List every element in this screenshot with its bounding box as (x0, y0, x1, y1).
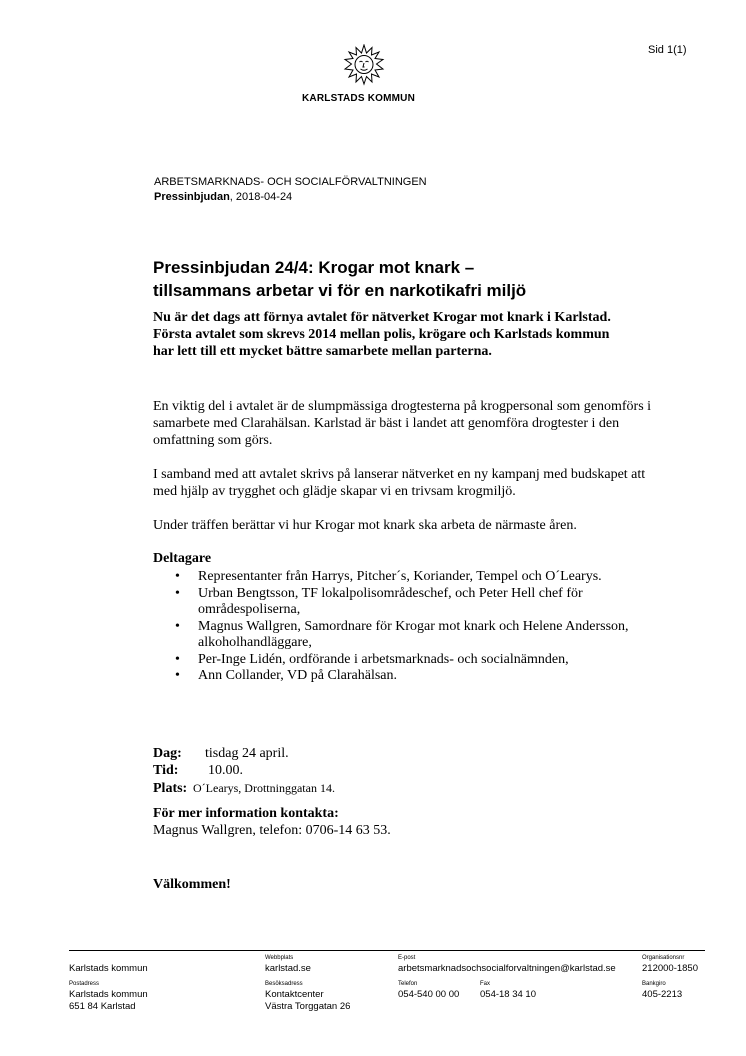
event-day (153, 746, 289, 762)
bullet-icon: • (175, 585, 180, 601)
event-place (153, 780, 335, 797)
document-date: , 2018-04-24 (229, 191, 293, 203)
footer-postal-line1: Karlstads kommun (69, 989, 148, 1000)
body-paragraph: En viktig del i avtalet är de slumpmässiga drogtesterna på krogpersonal som genomförs i samarbete med Clarahälsan. Karlstad är bäst i landet att genomföra drogtester i den omfattning som görs. (153, 399, 652, 448)
footer-web-link[interactable]: karlstad.se (265, 963, 311, 974)
participants-list (153, 569, 633, 685)
footer-email-link[interactable]: arbetsmarknadsochsocialforvaltningen@karlstad.se (398, 963, 616, 974)
footer-bankgiro-label: Bankgiro (642, 981, 666, 987)
bullet-icon: • (175, 651, 180, 667)
event-place-label: Plats: (153, 781, 188, 796)
body-paragraph: Under träffen berättar vi hur Krogar mot knark ska arbeta de närmaste åren. (153, 518, 577, 533)
sun-logo-icon (343, 44, 385, 86)
event-time-value: 10.00. (208, 763, 243, 778)
organization-name: KARLSTADS KOMMUN (302, 93, 416, 104)
footer-visit-line2: Västra Torggatan 26 (265, 1001, 351, 1012)
list-item: • Representanter från Harrys, Pitcher´s, Koriander, Tempel och O´Learys. (175, 569, 602, 584)
event-place-value: O´Learys, Drottninggatan 14. (193, 781, 335, 795)
participants-heading: Deltagare (153, 551, 212, 566)
lead-paragraph: Nu är det dags att förnya avtalet för nätverket Krogar mot knark i Karlstad. Första avtalet som skrevs 2014 mellan polis, krögare och Karlstads kommun har lett till ett mycket bättre samarbete mellan parterna. (153, 310, 611, 359)
footer-postal-label: Postadress (69, 981, 100, 987)
footer-visit-label: Besöksadress (265, 981, 303, 987)
event-time-label: Tid: (153, 763, 179, 778)
contact-heading: För mer information kontakta: (153, 806, 339, 821)
page-title-line-2: tillsammans arbetar vi för en narkotikafri miljö (153, 281, 527, 300)
footer-email-label: E-post (398, 955, 416, 961)
department-name: ARBETSMARKNADS- OCH SOCIALFÖRVALTNINGEN (154, 176, 427, 188)
footer-visit-line1: Kontaktcenter (265, 989, 324, 1000)
bullet-icon: • (175, 618, 180, 634)
footer-fax-label: Fax (480, 981, 491, 987)
document-type: Pressinbjudan (154, 191, 230, 203)
footer-postal-line2: 651 84 Karlstad (69, 1001, 136, 1012)
list-item: • Ann Collander, VD på Clarahälsan. (175, 668, 398, 683)
footer-phone-value: 054-540 00 00 (398, 989, 460, 1000)
footer-phone-label: Telefon (398, 981, 418, 987)
closing-text: Välkommen! (153, 877, 231, 892)
contact-details: Magnus Wallgren, telefon: 0706-14 63 53. (153, 823, 391, 838)
list-item: • Magnus Wallgren, Samordnare för Krogar mot knark och Helene Andersson, alkoholhandläggare, (175, 618, 629, 650)
event-day-value: tisdag 24 april. (205, 746, 289, 761)
body-paragraph: I samband med att avtalet skrivs på lanserar nätverket en ny kampanj med budskapet att med hjälp av trygghet och glädje skapar vi en trivsam krogmiljö. (153, 467, 646, 499)
footer-web-label: Webbplats (265, 955, 294, 961)
footer-divider (69, 950, 705, 951)
footer-orgnr-value: 212000-1850 (642, 963, 698, 974)
footer-orgnr-label: Organisationsnr (642, 955, 685, 961)
page-title-line-1: Pressinbjudan 24/4: Krogar mot knark – (153, 258, 475, 277)
event-day-label: Dag: (153, 746, 182, 761)
footer-fax-value: 054-18 34 10 (480, 989, 536, 1000)
page-title (153, 256, 526, 302)
list-item: • Urban Bengtsson, TF lokalpolisområdeschef, och Peter Hell chef för områdespoliserna, (175, 585, 583, 617)
document-type-line (154, 191, 292, 203)
footer-bankgiro-value: 405-2213 (642, 989, 683, 1000)
event-time (153, 763, 243, 779)
page-number: Sid 1(1) (648, 44, 687, 56)
list-item: • Per-Inge Lidén, ordförande i arbetsmarknads- och socialnämnden, (175, 651, 569, 667)
bullet-icon: • (175, 668, 180, 683)
footer-org-name: Karlstads kommun (69, 963, 148, 974)
bullet-icon: • (175, 569, 180, 584)
